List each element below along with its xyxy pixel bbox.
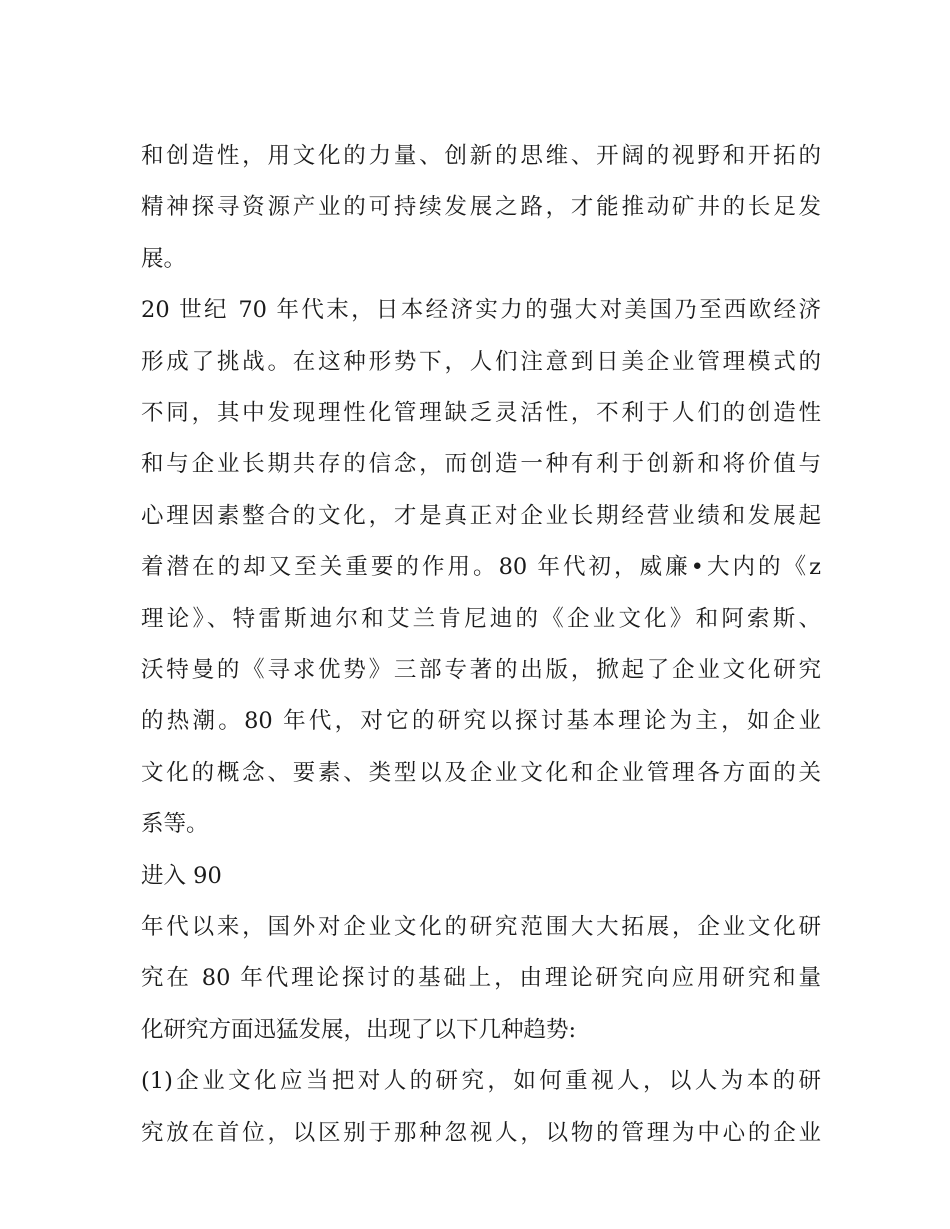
text-line: 理论》、特雷斯迪尔和艾兰肯尼迪的《企业文化》和阿索斯、	[141, 605, 821, 632]
text-line: 20 世纪 70 年代末，日本经济实力的强大对美国乃至西欧经济	[141, 297, 821, 324]
text-line: 究在 80 年代理论探讨的基础上，由理论研究向应用研究和量	[141, 965, 821, 992]
text-line: 进入 90	[141, 862, 222, 889]
text-line: 究放在首位，以区别于那种忽视人，以物的管理为中心的企业	[141, 1119, 821, 1146]
text-line: 系等。	[141, 811, 209, 838]
text-line: 化研究方面迅猛发展，出现了以下几种趋势:	[141, 1016, 577, 1043]
text-line: 不同，其中发现理性化管理缺乏灵活性，不利于人们的创造性	[141, 400, 821, 426]
text-line: 展。	[141, 245, 187, 272]
text-line: 文化的概念、要素、类型以及企业文化和企业管理各方面的关	[141, 759, 821, 786]
text-line: 沃特曼的《寻求优势》三部专著的出版，掀起了企业文化研究	[141, 657, 821, 683]
text-line: 着潜在的却又至关重要的作用。80 年代初，威廉•大内的《z	[141, 554, 821, 581]
text-line: 和创造性，用文化的力量、创新的思维、开阔的视野和开拓的	[141, 143, 821, 169]
text-line: 精神探寻资源产业的可持续发展之路，才能推动矿井的长足发	[141, 194, 821, 221]
text-line: (1)企业文化应当把对人的研究，如何重视人，以人为本的研	[141, 1068, 821, 1095]
text-line: 和与企业长期共存的信念，而创造一种有利于创新和将价值与	[141, 451, 821, 478]
text-line: 形成了挑战。在这种形势下，人们注意到日美企业管理模式的	[141, 348, 821, 375]
text-line: 年代以来，国外对企业文化的研究范围大大拓展，企业文化研	[141, 914, 821, 940]
text-line: 心理因素整合的文化，才是真正对企业长期经营业绩和发展起	[141, 502, 821, 529]
text-line: 的热潮。80 年代，对它的研究以探讨基本理论为主，如企业	[141, 708, 821, 735]
